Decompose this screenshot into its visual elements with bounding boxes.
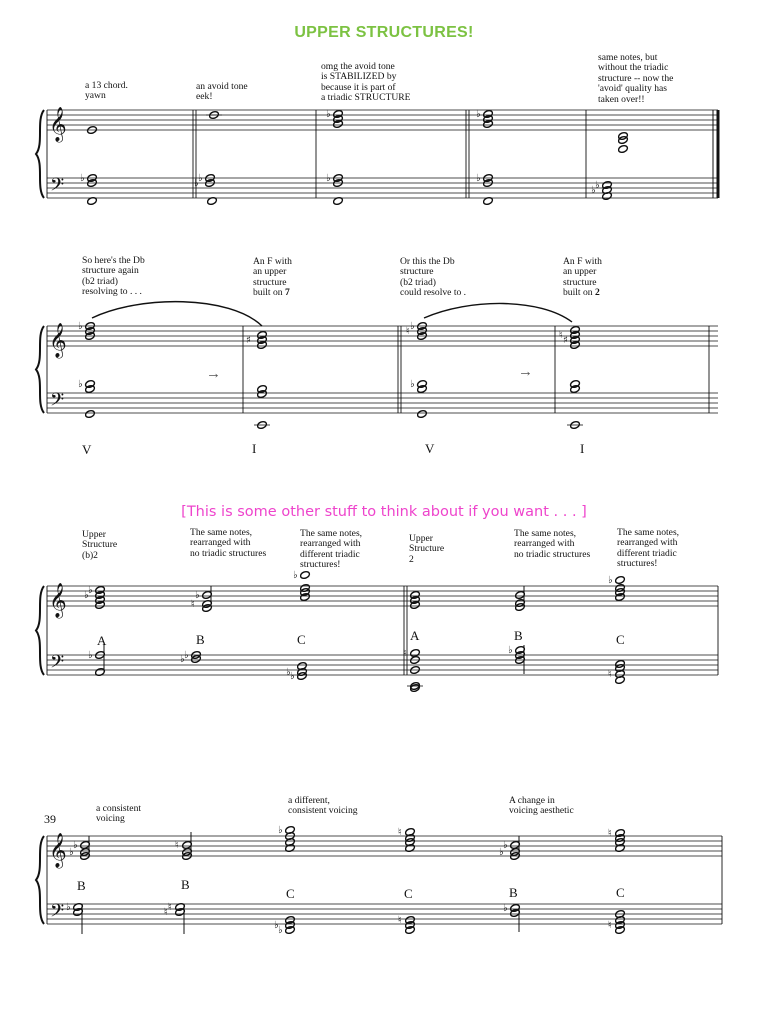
annotation-change-aesthetic: A change in voicing aesthetic — [509, 795, 574, 817]
annotation-different-consistent: a different, consistent voicing — [288, 795, 358, 817]
roman-numeral: V — [82, 442, 92, 457]
voicing-label: C — [616, 885, 625, 900]
annotation-same-notes: same notes, but without the triadic structure -- now the 'avoid' quality has taken over!! — [598, 52, 674, 105]
natural-icon: ♯ — [563, 335, 568, 346]
flat-icon: ♭ — [326, 173, 331, 184]
aside-text: [This is some other stuff to think about if you want . . . ] — [181, 504, 587, 520]
voicing-label: B — [514, 628, 523, 643]
natural-icon: ♮ — [559, 330, 563, 341]
whole-note — [615, 576, 626, 585]
flat-icon: ♭ — [326, 109, 331, 120]
annotation-db-structure: So here's the Db structure again (b2 triad) resolving to . . . — [82, 255, 145, 298]
brace — [36, 326, 44, 413]
flat-icon: ♭ — [508, 645, 513, 656]
flat-icon: ♭ — [286, 667, 291, 678]
whole-note — [191, 655, 202, 664]
natural-icon: ♮ — [403, 648, 407, 659]
flat-icon: ♭ — [84, 590, 89, 601]
flat-icon: ♭ — [608, 575, 613, 586]
annotation-consistent: a consistent voicing — [96, 803, 142, 825]
treble-clef-icon: 𝄞 — [49, 323, 67, 358]
flat-icon: ♭ — [184, 650, 189, 661]
annotation-upper-2: Upper Structure 2 — [409, 533, 445, 565]
roman-numeral: V — [425, 441, 435, 456]
natural-icon: ♮ — [168, 902, 172, 913]
bass-clef-icon: 𝄢 — [50, 175, 65, 200]
flat-icon: ♭ — [499, 847, 504, 858]
whole-note — [300, 571, 311, 580]
annotation-no-triadic-2: The same notes, rearranged with no triadic structures — [514, 528, 591, 560]
roman-numeral: I — [580, 441, 585, 456]
flat-icon: ♭ — [194, 178, 199, 189]
voicing-label: B — [196, 632, 205, 647]
flat-icon: ♭ — [278, 825, 283, 836]
annotation-f-upper-2: An F with an upper structure built on 2 — [563, 256, 602, 299]
whole-note — [618, 136, 629, 145]
flat-icon: ♭ — [293, 570, 298, 581]
flat-icon: ♭ — [78, 321, 83, 332]
bold-suffix-7: 7 — [284, 287, 290, 299]
voicing-label: A — [410, 628, 420, 643]
whole-note — [85, 410, 96, 419]
treble-clef-icon: 𝄞 — [49, 107, 67, 142]
treble-clef-icon: 𝄞 — [49, 583, 67, 618]
flat-icon: ♭ — [274, 920, 279, 931]
annotation-upper-b2: Upper Structure (b)2 — [82, 529, 118, 561]
flat-icon: ♭ — [88, 650, 93, 661]
annotation-avoid-tone: an avoid tone eek! — [196, 81, 248, 103]
natural-icon: ♮ — [191, 599, 195, 610]
annotation-13-chord: a 13 chord. yawn — [85, 80, 128, 102]
slur — [424, 303, 572, 322]
voicing-label: B — [77, 878, 86, 893]
flat-icon: ♭ — [410, 379, 415, 390]
page-title: UPPER STRUCTURES! — [294, 24, 474, 41]
flat-icon: ♭ — [80, 173, 85, 184]
flat-icon: ♭ — [66, 902, 71, 913]
flat-icon: ♭ — [180, 654, 185, 665]
bold-suffix-2: 2 — [594, 287, 600, 299]
flat-icon: ♭ — [410, 321, 415, 332]
natural-icon: ♯ — [246, 335, 251, 346]
annotation-db-resolve: Or this the Db structure (b2 triad) could resolve to . — [400, 256, 467, 299]
flat-icon: ♭ — [198, 173, 203, 184]
annotation-f-upper-7: An F with an upper structure built on 7 — [253, 256, 292, 299]
flat-icon: ♭ — [503, 840, 508, 851]
voicing-label: B — [509, 885, 518, 900]
annotation-no-triadic-1: The same notes, rearranged with no triadic structures — [190, 527, 267, 559]
measure-number: 39 — [44, 812, 56, 826]
voicing-label: C — [286, 886, 295, 901]
slur — [92, 302, 262, 326]
arrow-right-icon: → — [518, 364, 533, 380]
flat-icon: ♭ — [69, 847, 74, 858]
natural-icon: ♮ — [406, 326, 410, 337]
annotation-different-triadic-2: The same notes, rearranged with different triadic structures! — [617, 527, 680, 570]
whole-note — [297, 672, 308, 681]
flat-icon: ♭ — [195, 590, 200, 601]
roman-numeral: I — [252, 441, 257, 456]
brace — [36, 586, 44, 675]
flat-icon: ♭ — [595, 180, 600, 191]
bass-clef-icon: 𝄢 — [50, 652, 65, 677]
whole-note — [417, 410, 428, 419]
voicing-label: A — [97, 633, 107, 648]
flat-icon: ♭ — [78, 379, 83, 390]
voicing-label: C — [297, 632, 306, 647]
brace — [36, 836, 44, 924]
natural-icon: ♮ — [175, 840, 179, 851]
natural-icon: ♮ — [398, 827, 402, 838]
bass-clef-icon: 𝄢 — [50, 390, 65, 415]
flat-icon: ♭ — [278, 925, 283, 936]
treble-clef-icon: 𝄞 — [49, 833, 67, 868]
flat-icon: ♭ — [591, 185, 596, 196]
voicing-label: C — [616, 632, 625, 647]
flat-icon: ♭ — [290, 671, 295, 682]
annotation-stabilized: omg the avoid tone is STABILIZED by because it is part of a triadic STRUCTURE — [321, 61, 411, 104]
flat-icon: ♭ — [476, 109, 481, 120]
flat-icon: ♭ — [503, 903, 508, 914]
voicing-label: B — [181, 877, 190, 892]
natural-icon: ♮ — [164, 907, 168, 918]
brace — [36, 110, 44, 198]
natural-icon: ♮ — [608, 669, 612, 680]
voicing-label: C — [404, 886, 413, 901]
flat-icon: ♭ — [88, 585, 93, 596]
bass-clef-icon: 𝄢 — [50, 901, 65, 926]
flat-icon: ♭ — [476, 173, 481, 184]
natural-icon: ♮ — [608, 828, 612, 839]
flat-icon: ♭ — [73, 840, 78, 851]
annotation-different-triadic-1: The same notes, rearranged with different triadic structures! — [300, 528, 363, 571]
natural-icon: ♮ — [608, 920, 612, 931]
whole-note — [618, 145, 629, 154]
arrow-right-icon: → — [206, 366, 221, 382]
natural-icon: ♮ — [398, 915, 402, 926]
